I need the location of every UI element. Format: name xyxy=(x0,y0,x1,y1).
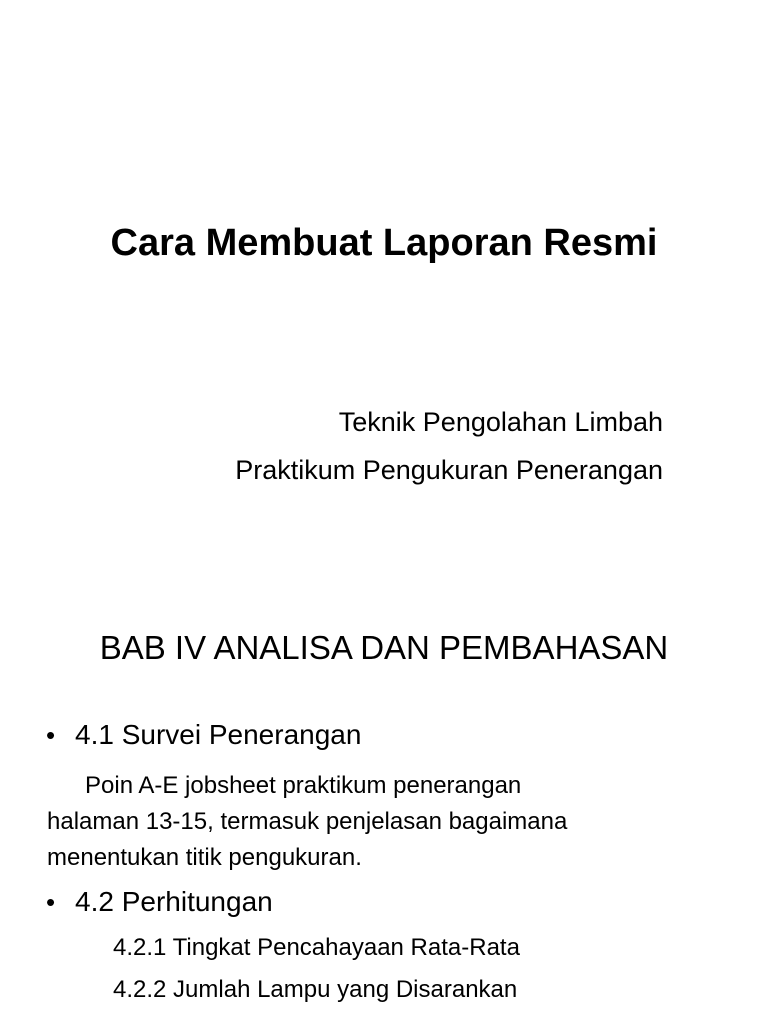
slide-bab-iv xyxy=(0,576,768,1024)
sub-item-jumlah-lampu: 4.2.2 Jumlah Lampu yang Disarankan xyxy=(113,976,518,1003)
paragraph-line: halaman 13-15, termasuk penjelasan bagaimana xyxy=(47,808,568,835)
bullet-item-survei xyxy=(46,719,361,751)
bullet-text: 4.2 Perhitungan xyxy=(75,886,273,917)
bullet-item-perhitungan xyxy=(46,886,273,918)
bullet-icon: • xyxy=(46,720,56,750)
paragraph-line: menentukan titik pengukuran. xyxy=(47,844,362,871)
paragraph-line: Poin A-E jobsheet praktikum penerangan xyxy=(85,772,522,799)
subtitle-line: Teknik Pengolahan Limbah xyxy=(338,407,663,437)
bullet-icon: • xyxy=(46,887,56,917)
slide-subtitle xyxy=(235,398,663,494)
sub-item-tingkat-pencahayaan: 4.2.1 Tingkat Pencahayaan Rata-Rata xyxy=(113,934,520,961)
subtitle-line: Praktikum Pengukuran Penerangan xyxy=(235,455,663,485)
section-heading: BAB IV ANALISA DAN PEMBAHASAN xyxy=(99,629,669,666)
bullet-text: 4.1 Survei Penerangan xyxy=(75,719,362,750)
body-paragraph xyxy=(47,768,687,876)
slide-title: Cara Membuat Laporan Resmi xyxy=(110,222,658,264)
